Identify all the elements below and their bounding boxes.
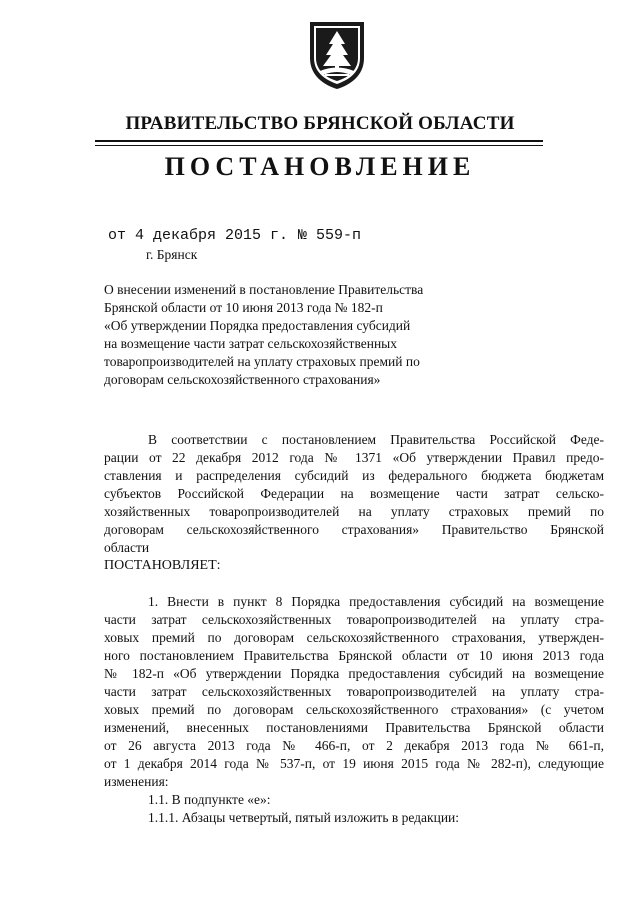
item1-line: ного постановлением Правительства Брянской области от 10 июня 2013 года: [104, 648, 604, 663]
preamble-line: ставления и распределения субсидий из федерального бюджета бюджетам: [104, 468, 604, 483]
item1-line: 1. Внести в пункт 8 Порядка предоставления субсидий на возмещение: [148, 594, 604, 609]
preamble-line: договорам сельскохозяйственного страхования» Правительство Брянской: [104, 522, 604, 537]
item1-line: № 182-п «Об утверждении Порядка предоставления субсидий на возмещение: [104, 666, 604, 681]
decree-number: № 559-п: [298, 227, 362, 244]
subitem-1-1-1: 1.1.1. Абзацы четвертый, пятый изложить в редакции:: [148, 810, 460, 825]
coat-of-arms-emblem: [306, 18, 368, 92]
subject-line: «Об утверждении Порядка предоставления субсидий: [104, 318, 411, 333]
subject-line: договорам сельскохозяйственного страхования»: [104, 372, 381, 387]
item1-line: ховых премий по договорам сельскохозяйственного страхования» (с учетом: [104, 702, 604, 717]
header-rule-thick: [95, 140, 543, 142]
preamble-line: субъектов Российской Федерации на возмещение части затрат сельско-: [104, 486, 604, 501]
preamble-line: В соответствии с постановлением Правительства Российской Феде-: [148, 432, 604, 447]
decree-city: г. Брянск: [146, 247, 198, 262]
item1-line: от 1 декабря 2014 года № 537-п, от 19 июня 2015 года № 282-п), следующие: [104, 756, 604, 771]
resolves-heading: ПОСТАНОВЛЯЕТ:: [104, 558, 221, 573]
item1-line: части затрат сельскохозяйственных товаропроизводителей на уплату стра-: [104, 684, 604, 699]
subject-line: О внесении изменений в постановление Правительства: [104, 282, 424, 297]
header-rule-thin: [95, 145, 543, 146]
decree-date: от 4 декабря 2015 г.: [108, 227, 289, 244]
subject-line: товаропроизводителей на уплату страховых премий по: [104, 354, 420, 369]
government-title: ПРАВИТЕЛЬСТВО БРЯНСКОЙ ОБЛАСТИ: [125, 113, 515, 134]
item1-line: ховых премий по договорам сельскохозяйственного страхования, утвержден-: [104, 630, 604, 645]
item1-line: изменений, внесенных постановлениями Правительства Брянской области: [104, 720, 604, 735]
item1-line: изменения:: [104, 774, 169, 789]
decree-title: ПОСТАНОВЛЕНИЕ: [164, 152, 476, 181]
item1-line: части затрат сельскохозяйственных товаропроизводителей на уплату стра-: [104, 612, 604, 627]
subject-line: Брянской области от 10 июня 2013 года № 182-п: [104, 300, 383, 315]
preamble-line: хозяйственных товаропроизводителей на уплату страховых премий по: [104, 504, 604, 519]
subitem-1-1: 1.1. В подпункте «е»:: [148, 792, 271, 807]
subject-line: на возмещение части затрат сельскохозяйственных: [104, 336, 398, 351]
preamble-line: рации от 22 декабря 2012 года № 1371 «Об утверждении Правил предо-: [104, 450, 604, 465]
item1-line: от 26 августа 2013 года № 466-п, от 2 декабря 2013 года № 661-п,: [104, 738, 604, 753]
preamble-line: области: [104, 540, 150, 555]
